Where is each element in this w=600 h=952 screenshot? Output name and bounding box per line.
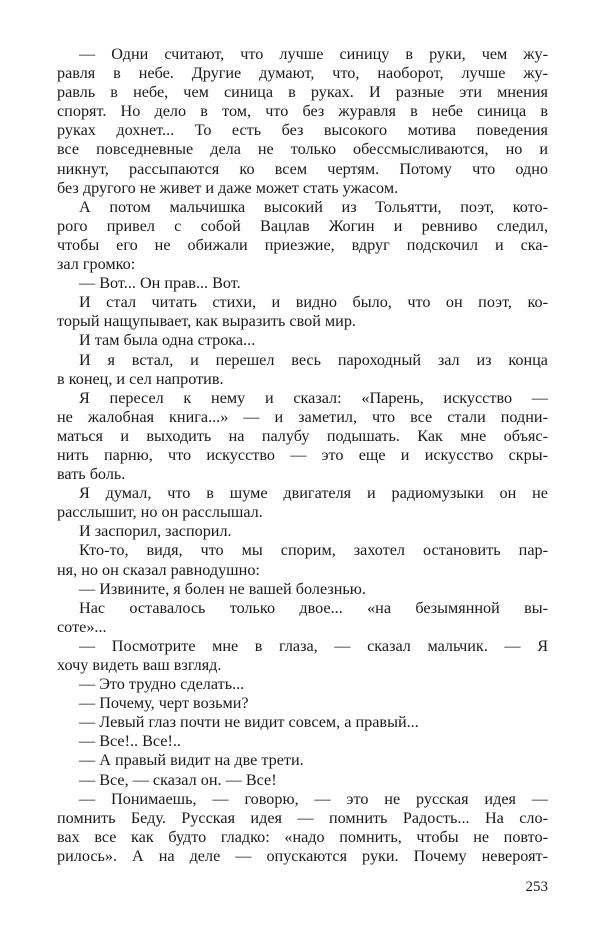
- text-line: И я встал, и перешел весь пароходный зал из конца: [79, 350, 548, 369]
- paragraph: [57, 713, 548, 732]
- text-line: расслышит, но он расслышал.: [57, 503, 263, 522]
- paragraph: [57, 675, 548, 694]
- text-line: — Левый глаз почти не видит совсем, а правый...: [79, 713, 419, 732]
- text-line: А потом мальчишка высокий из Тольятти, поэт, кото-: [79, 197, 548, 216]
- text-line: Я думал, что в шуме двигателя и радиомузыки он не: [79, 484, 548, 503]
- paragraph: [57, 541, 548, 579]
- text-line: И там была одна строка...: [79, 331, 256, 350]
- text-line: нить парню, что искусство — это еще и искусство скры-: [57, 445, 548, 464]
- text-line: — Извините, я болен не вашей болезнью.: [79, 579, 366, 598]
- paragraph: [57, 351, 548, 389]
- paragraph: [57, 599, 548, 637]
- page-number: 253: [525, 879, 548, 895]
- text-line: — Одни считают, что лучше синицу в руки, чем жу-: [79, 45, 548, 63]
- text-line: — Вот... Он прав... Вот.: [79, 274, 241, 293]
- paragraph: [57, 484, 548, 522]
- text-line: без другого не живет и даже может стать ужасом.: [57, 178, 399, 197]
- text-line: — Понимаешь, — говорю, — это не русская идея —: [79, 789, 548, 808]
- paragraph: [57, 389, 548, 484]
- text-line: — Все, — сказал он. — Все!: [79, 770, 277, 789]
- text-line: все повседневные дела не только обессмысливаются, но и: [57, 140, 548, 159]
- text-line: в конец, и сел напротив.: [57, 369, 224, 388]
- paragraph: [57, 637, 548, 675]
- text-line: ня, но он сказал равнодушно:: [57, 560, 260, 579]
- text-line: Я пересел к нему и сказал: «Парень, искусство —: [79, 388, 548, 407]
- text-line: — А правый видит на две трети.: [79, 751, 304, 770]
- text-line: равль в небе, чем синица в руках. И разные эти мнения: [57, 83, 548, 102]
- paragraph: [57, 771, 548, 790]
- paragraph: [57, 274, 548, 293]
- text-line: И стал читать стихи, и видно было, что он поэт, ко-: [79, 293, 548, 312]
- text-line: И заспорил, заспорил.: [79, 522, 232, 541]
- text-line: соте»...: [57, 617, 107, 636]
- text-line: чтобы его не обижали приезжие, вдруг подскочил и ска-: [57, 235, 548, 254]
- text-line: хочу видеть ваш взгляд.: [57, 656, 222, 674]
- text-line: вах все как будто гладко: «надо помнить, чтобы не повто-: [57, 827, 548, 846]
- book-page-text: [57, 45, 548, 866]
- paragraph: [57, 198, 548, 274]
- text-line: спорят. Но дело в том, что без журавля в небе синица в: [57, 102, 548, 121]
- paragraph: [57, 293, 548, 331]
- paragraph: [57, 580, 548, 599]
- text-line: торый нащупывает, как выразить свой мир.: [57, 312, 356, 331]
- paragraph: [57, 331, 548, 350]
- paragraph: [57, 694, 548, 713]
- text-line: — Это трудно сделать...: [79, 675, 245, 694]
- text-line: вать боль.: [57, 465, 126, 484]
- text-line: Кто-то, видя, что мы спорим, захотел остановить пар-: [79, 541, 548, 560]
- text-line: — Все!.. Все!..: [79, 732, 181, 751]
- text-line: помнить Беду. Русская идея — помнить Радость... На сло-: [57, 808, 548, 827]
- paragraph: [57, 751, 548, 770]
- text-line: — Почему, черт возьми?: [79, 694, 249, 713]
- paragraph: [57, 45, 548, 198]
- text-line: зал громко:: [57, 255, 136, 274]
- paragraph: [57, 522, 548, 541]
- text-line: рого привел с собой Вацлав Жогин и ревниво следил,: [57, 216, 548, 235]
- text-line: Нас оставалось только двое... «на безымянной вы-: [79, 598, 548, 617]
- text-line: руках дохнет... То есть без высокого мотива поведения: [57, 121, 548, 140]
- text-line: маться и выходить на палубу подышать. Как мне объяс-: [57, 426, 548, 445]
- text-line: не жалобная книга...» — и заметил, что все стали подни-: [57, 407, 548, 426]
- text-line: рилось». А на деле — опускаются руки. Почему невероят-: [57, 846, 548, 865]
- text-line: никнут, рассыпаются ко всем чертям. Потому что одно: [57, 159, 548, 178]
- paragraph: [57, 790, 548, 866]
- text-line: равля в небе. Другие думают, что, наоборот, лучше жу-: [57, 64, 548, 83]
- paragraph: [57, 732, 548, 751]
- text-line: — Посмотрите мне в глаза, — сказал мальчик. — Я: [79, 636, 548, 655]
